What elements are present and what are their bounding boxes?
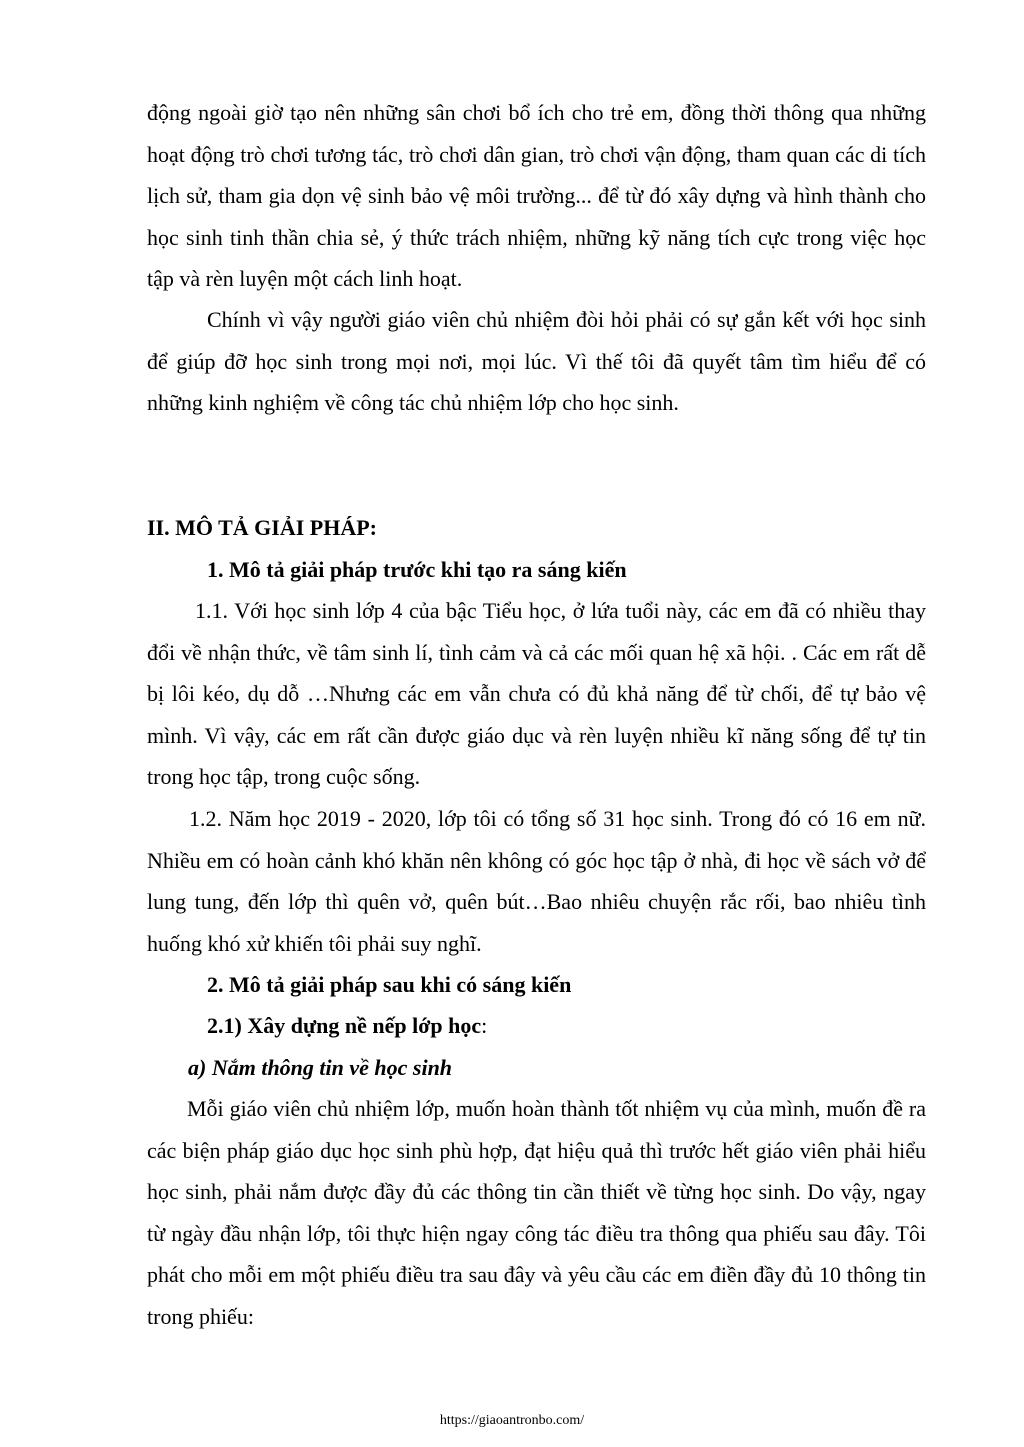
section-heading-solution: II. MÔ TẢ GIẢI PHÁP: xyxy=(147,515,377,540)
paragraph-reason: Chính vì vậy người giáo viên chủ nhiệm đòi hỏi phải có sự gắn kết với học sinh để giúp đỡ học sinh trong mọi nơi, mọi lúc. Vì thế tôi đã quyết tâm tìm hiểu để có những kinh nghiệm về công tác chủ nhiệm lớp cho học sinh. xyxy=(147,307,926,415)
subheading-2-1-colon: : xyxy=(481,1013,488,1038)
subheading-after: 2. Mô tả giải pháp sau khi có sáng kiến xyxy=(207,972,572,997)
subheading-2-1 xyxy=(207,1005,986,1047)
paragraph-student-info xyxy=(147,1088,926,1337)
subheading-before: 1. Mô tả giải pháp trước khi tạo ra sáng kiến xyxy=(207,557,627,582)
paragraph-student-info-main: Mỗi giáo viên chủ nhiệm lớp, muốn hoàn thành tốt nhiệm vụ của mình, muốn đề ra các biện pháp giáo dục học sinh phù hợp, đạt hiệu quả thì trước hết giáo viên phải hiểu học sinh, phải nắm được đầy đủ các thông tin cần thiết về từng học sinh. Do vậy, ngay từ ngày đầu nhận lớp, tôi thực hiện ngay công tác điều tra thông qua phiếu sau đây. xyxy=(147,1096,926,1246)
subheading-a: a) Nắm thông tin về học sinh xyxy=(188,1055,453,1080)
footer-url: https://giaoantronbo.com/ xyxy=(439,1413,585,1428)
subheading-2-1-label: 2.1) Xây dựng nề nếp lớp học xyxy=(207,1013,482,1038)
paragraph-1-1: 1.1. Với học sinh lớp 4 của bậc Tiểu học, ở lứa tuổi này, các em đã có nhiều thay đổi về nhận thức, về tâm sinh lí, tình cảm và cả các mối quan hệ xã hội. . Các em rất dễ bị lôi kéo, dụ dỗ …Nhưng các em vẫn chưa có đủ khả năng để từ chối, để tự bảo vệ mình. Vì vậy, các em rất cần được giáo dục và rèn luyện nhiều kĩ năng sống để tự tin trong học tập, trong cuộc sống. xyxy=(147,598,926,789)
paragraph-1-2: 1.2. Năm học 2019 - 2020, lớp tôi có tổng số 31 học sinh. Trong đó có 16 em nữ. Nhiều em có hoàn cảnh khó khăn nên không có góc học tập ở nhà, đi học về sách vở để lung tung, đến lớp thì quên vở, quên bút…Bao nhiêu chuyện rắc rối, bao nhiêu tình huống khó xử khiến tôi phải suy nghĩ. xyxy=(147,806,926,956)
paragraph-student-info-tail: Tôi phát cho mỗi em một phiếu điều tra sau đây và yêu cầu các em điền đầy đủ 10 thông tin trong phiếu: xyxy=(147,1220,926,1329)
paragraph-intro: động ngoài giờ tạo nên những sân chơi bổ ích cho trẻ em, đồng thời thông qua những hoạt động trò chơi tương tác, trò chơi dân gian, trò chơi vận động, tham quan các di tích lịch sử, tham gia dọn vệ sinh bảo vệ môi trường... để từ đó xây dựng và hình thành cho học sinh tinh thần chia sẻ, ý thức trách nhiệm, những kỹ năng tích cực trong việc học tập và rèn luyện một cách linh hoạt. xyxy=(147,100,926,291)
